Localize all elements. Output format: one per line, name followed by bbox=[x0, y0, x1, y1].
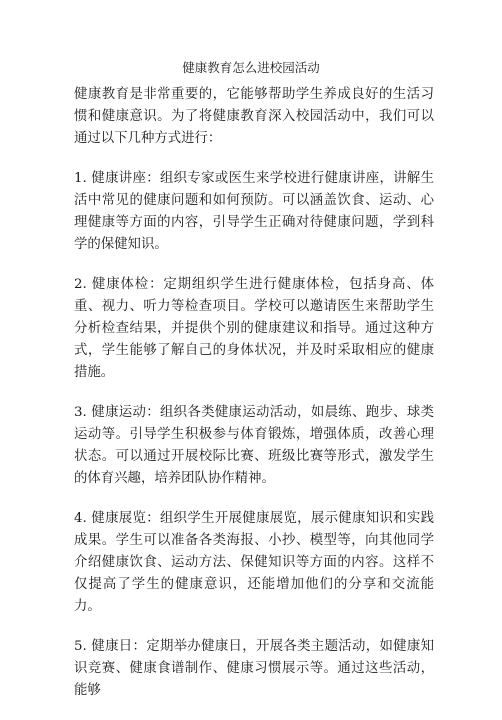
paragraph-health-sports: 3. 健康运动：组织各类健康运动活动，如晨练、跑步、球类运动等。引导学生积极参与体育锻炼，增强体质，改善心理状态。可以通过开展校际比赛、班级比赛等形式，激发学生的体育兴趣，培养团队协作精神。 bbox=[74, 405, 434, 486]
paragraph-health-checkup: 2. 健康体检：定期组织学生进行健康体检，包括身高、体重、视力、听力等检查项目。学校可以邀请医生来帮助学生分析检查结果，并提供个别的健康建议和指导。通过这种方式，学生能够了解自己的身体状况，并及时采取相应的健康措施。 bbox=[74, 277, 434, 380]
document-body bbox=[74, 84, 434, 720]
paragraph-health-exhibition: 4. 健康展览：组织学生开展健康展览，展示健康知识和实践成果。学生可以准备各类海报、小抄、模型等，向其他同学介绍健康饮食、运动方法、保健知识等方面的内容。这样不仅提高了学生的健康意识，还能增加他们的分享和交流能力。 bbox=[74, 511, 434, 614]
paragraph-health-lecture: 1. 健康讲座：组织专家或医生来学校进行健康讲座，讲解生活中常见的健康问题和如何预防。可以涵盖饮食、运动、心理健康等方面的内容，引导学生正确对待健康问题，学到科学的保健知识。 bbox=[74, 171, 434, 252]
document-title: 健康教育怎么进校园活动 bbox=[182, 60, 320, 75]
paragraph-health-day: 5. 健康日：定期举办健康日，开展各类主题活动，如健康知识竞赛、健康食谱制作、健康习惯展示等。通过这些活动，能够 bbox=[74, 639, 434, 698]
intro-paragraph: 健康教育是非常重要的，它能够帮助学生养成良好的生活习惯和健康意识。为了将健康教育深入校园活动中，我们可以通过以下几种方式进行： bbox=[74, 87, 434, 146]
